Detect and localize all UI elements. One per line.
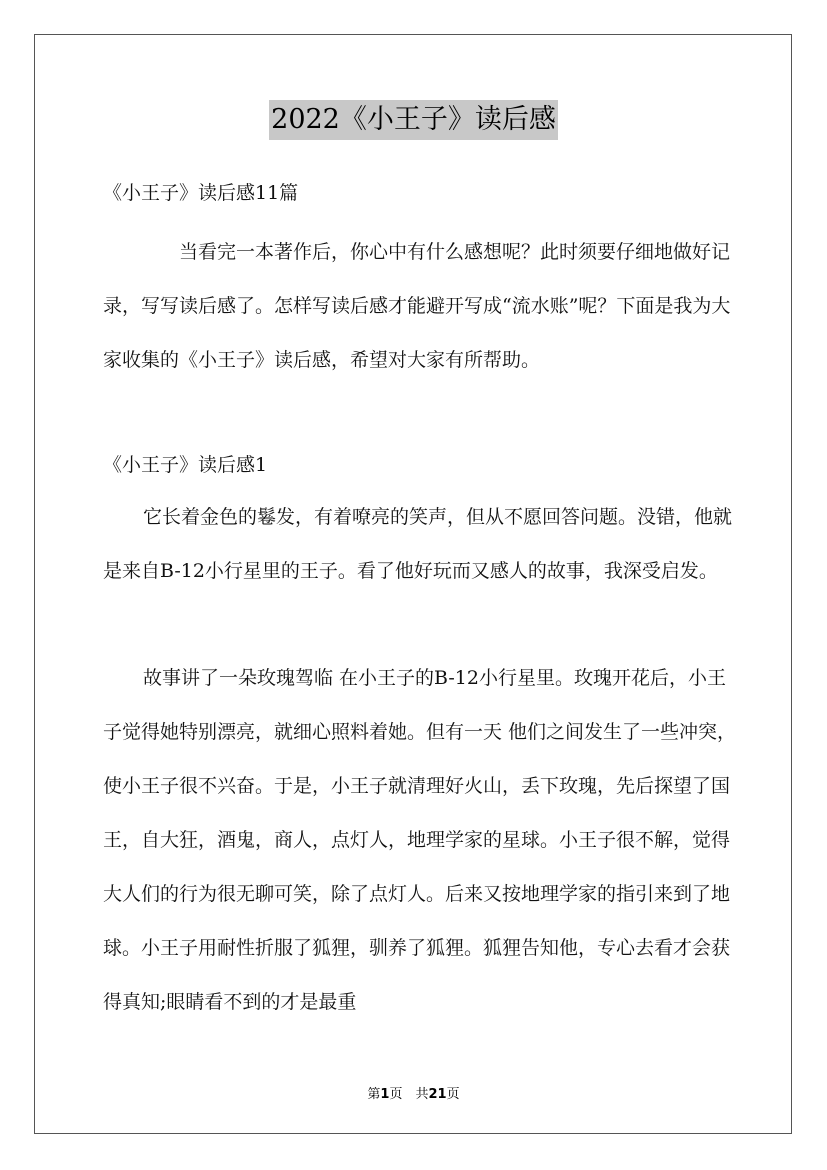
footer-page-mid: 页 共 [389, 1087, 429, 1102]
footer-page-suffix: 页 [446, 1087, 460, 1102]
document-subtitle: 《小王子》读后感11篇 [103, 182, 299, 204]
document-title: 2022《小王子》读后感 [269, 100, 558, 140]
body-paragraph-1: 它长着金色的鬈发，有着嘹亮的笑声，但从不愿回答问题。没错，他就是来自B-12小行星里的王子。看了他好玩而又感人的故事，我深受启发。 [103, 506, 733, 582]
page-footer [0, 1083, 827, 1102]
section-heading: 《小王子》读后感1 [103, 454, 268, 476]
intro-paragraph: 当看完一本著作后，你心中有什么感想呢？此时须要仔细地做好记录，写写读后感了。怎样写读后感才能避开写成“流水账”呢？下面是我为大家收集的《小王子》读后感，希望对大家有所帮助。 [103, 241, 731, 371]
body-paragraph-2: 故事讲了一朵玫瑰驾临 在小王子的B-12小行星里。玫瑰开花后，小王子觉得她特别漂亮，就细心照料着她。但有一天 他们之间发生了一些冲突，使小王子很不兴奋。于是，小王子就清理好火山，丢下玫瑰，先后探望了国王，自大狂，酒鬼，商人，点灯人，地理学家的星球。小王子很不解，觉得大人们的行为很无聊可笑，除了点灯人。后来又按地理学家的指引来到了地球。小王子用耐性折服了狐狸，驯养了狐狸。狐狸告知他，专心去看才会获得真知;眼睛看不到的才是最重 [103, 667, 737, 1013]
title-container [0, 100, 827, 140]
footer-page-total: 21 [428, 1087, 447, 1102]
footer-page-number: 1 [380, 1087, 390, 1102]
footer-page-prefix: 第 [367, 1087, 381, 1102]
